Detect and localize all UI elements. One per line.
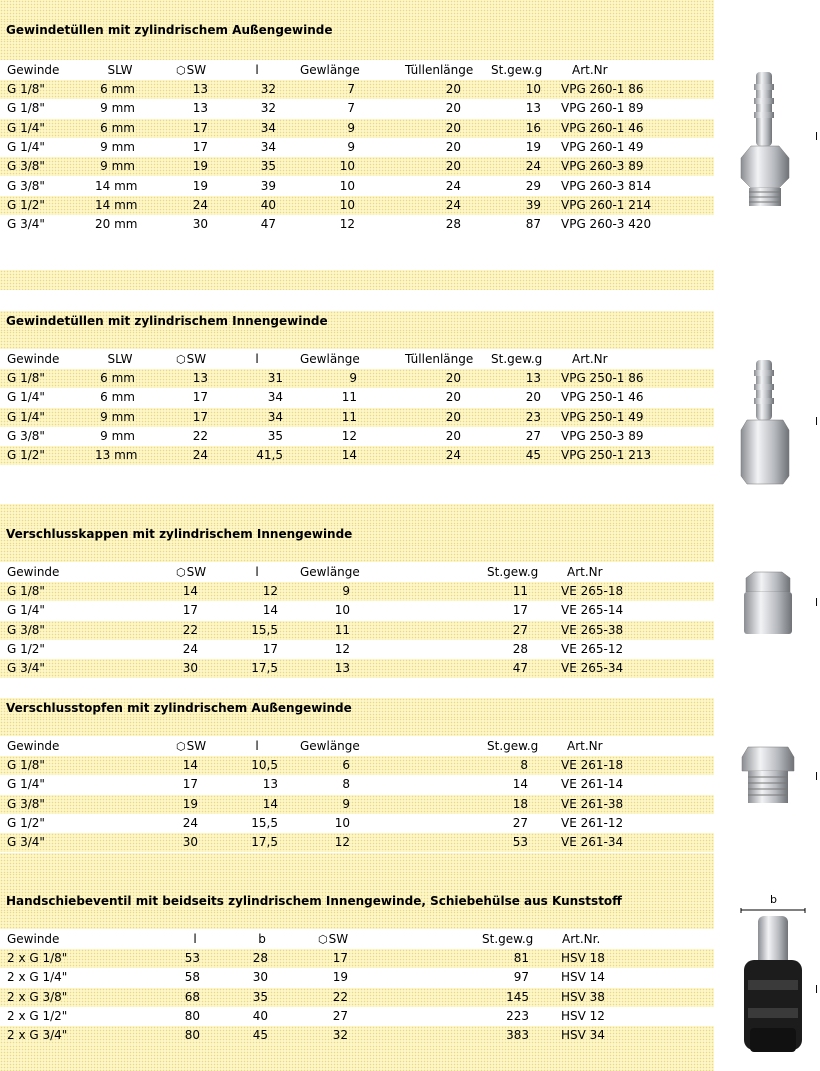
cell-slw: 14 mm — [95, 178, 138, 193]
col-gewicht: St.gew.g — [487, 739, 539, 753]
cell-artnr: HSV 14 — [561, 970, 605, 985]
cell-artnr: VE 265-34 — [561, 661, 624, 676]
table-header — [0, 929, 714, 949]
cell-tuellenlaenge: 24 — [445, 178, 461, 193]
cell-gewlaenge: 11 — [341, 409, 357, 424]
col-gewinde: Gewinde — [7, 63, 60, 77]
cell-gewicht: 39 — [525, 197, 541, 212]
table-row — [0, 1007, 714, 1026]
table-row — [0, 833, 714, 852]
cell-gewlaenge: 12 — [339, 217, 355, 232]
cell-gewlaenge: 10 — [339, 197, 355, 212]
cell-slw: 6 mm — [100, 120, 135, 135]
col-artnr: Art.Nr — [567, 565, 603, 579]
cell-l: 34 — [260, 120, 276, 135]
col-slw: SLW — [107, 352, 133, 366]
cell-l: 39 — [260, 178, 276, 193]
cell-l: 58 — [184, 970, 200, 985]
cell-l: 34 — [267, 390, 283, 405]
table-header — [0, 60, 714, 80]
cell-gewinde: G 3/8" — [7, 796, 45, 811]
cell-gewinde: G 1/2" — [7, 448, 45, 463]
col-gewinde: Gewinde — [7, 739, 60, 753]
cell-gewlaenge: 11 — [334, 622, 350, 637]
cell-artnr: VPG 250-1 213 — [561, 448, 652, 463]
cell-slw: 6 mm — [100, 390, 135, 405]
cell-l: 17,5 — [251, 661, 278, 676]
section-title: Gewindetüllen mit zylindrischem Innengewinde — [0, 311, 714, 331]
cell-gewinde: G 1/4" — [7, 777, 45, 792]
cell-gewlaenge: 6 — [342, 758, 350, 772]
col-tuellenlaenge: Tüllenlänge — [405, 63, 474, 77]
table-row — [0, 795, 714, 814]
cell-sw: 14 — [182, 584, 198, 598]
table-row — [0, 968, 714, 987]
cell-sw: 17 — [192, 409, 208, 424]
col-l: l — [255, 352, 259, 366]
cell-gewinde: G 3/8" — [7, 622, 45, 637]
col-sw-label: SW — [328, 932, 349, 946]
cell-gewinde: G 1/8" — [7, 82, 45, 96]
cell-gewlaenge: 7 — [347, 82, 355, 96]
cell-gewlaenge: 10 — [339, 178, 355, 193]
col-l: l — [255, 63, 259, 77]
cell-sw: 30 — [182, 835, 198, 850]
dimension-label-l: l — [815, 983, 819, 996]
cell-sw: 17 — [182, 777, 198, 792]
cell-tuellenlaenge: 24 — [445, 448, 461, 463]
cell-gewicht: 18 — [512, 796, 528, 811]
cell-b: 28 — [252, 951, 268, 965]
cell-gewicht: 8 — [520, 758, 528, 772]
cell-gewlaenge: 10 — [334, 815, 350, 830]
cell-artnr: VE 261-18 — [561, 758, 624, 772]
cell-gewinde: G 1/8" — [7, 371, 45, 385]
table-row — [0, 621, 714, 640]
cell-artnr: VE 261-34 — [561, 835, 624, 850]
cell-sw: 17 — [182, 603, 198, 618]
cell-gewinde: G 1/2" — [7, 641, 45, 656]
table-row — [0, 582, 714, 601]
cell-gewicht: 17 — [512, 603, 528, 618]
cell-gewinde: 2 x G 3/4" — [7, 1028, 68, 1043]
cell-artnr: HSV 34 — [561, 1028, 605, 1043]
cell-l: 53 — [184, 951, 200, 965]
cell-tuellenlaenge: 20 — [445, 120, 461, 135]
product-image-slide-valve — [738, 908, 808, 1058]
cell-sw: 24 — [192, 448, 208, 463]
cell-gewinde: G 1/4" — [7, 603, 45, 618]
cell-gewicht: 16 — [525, 120, 541, 135]
cell-tuellenlaenge: 28 — [445, 217, 461, 232]
cell-sw: 17 — [192, 139, 208, 154]
cell-slw: 9 mm — [100, 139, 135, 154]
cell-gewicht: 223 — [506, 1008, 529, 1023]
cell-artnr: VPG 260-3 89 — [561, 159, 644, 174]
table-row — [0, 814, 714, 833]
col-gewlaenge: Gewlänge — [300, 63, 360, 77]
col-b: b — [258, 932, 266, 946]
cell-sw: 30 — [192, 217, 208, 232]
cell-artnr: VE 265-18 — [561, 584, 624, 598]
cell-sw: 24 — [182, 815, 198, 830]
col-gewicht: St.gew.g — [491, 352, 543, 366]
cell-gewinde: G 1/8" — [7, 758, 45, 772]
cell-gewicht: 28 — [512, 641, 528, 656]
cell-artnr: VPG 260-1 214 — [561, 197, 652, 212]
dimension-label-l: l — [815, 770, 819, 783]
table-row — [0, 949, 714, 968]
cell-gewicht: 24 — [525, 159, 541, 174]
cell-l: 80 — [184, 1008, 200, 1023]
cell-tuellenlaenge: 20 — [445, 390, 461, 405]
table-row — [0, 640, 714, 659]
table-row — [0, 138, 714, 157]
dimension-label-l: l — [815, 130, 819, 143]
col-tuellenlaenge: Tüllenlänge — [405, 352, 474, 366]
cell-slw: 20 mm — [95, 217, 138, 232]
cell-gewlaenge: 12 — [334, 835, 350, 850]
table-row — [0, 119, 714, 138]
cell-artnr: VPG 260-3 814 — [561, 178, 652, 193]
cell-gewicht: 27 — [512, 815, 528, 830]
cell-l: 13 — [262, 777, 278, 792]
cell-sw: 24 — [182, 641, 198, 656]
section-title: Handschiebeventil mit beidseits zylindrischem Innengewinde, Schiebehülse aus Kunststoff — [0, 891, 714, 911]
col-sw — [176, 562, 206, 583]
cell-tuellenlaenge: 20 — [445, 139, 461, 154]
cell-l: 31 — [267, 371, 283, 385]
table-row — [0, 775, 714, 794]
cell-l: 15,5 — [251, 622, 278, 637]
cell-gewinde: G 1/2" — [7, 815, 45, 830]
product-image-hose-tail-internal — [735, 358, 795, 488]
cell-gewicht: 383 — [506, 1028, 529, 1043]
cell-gewlaenge: 13 — [334, 661, 350, 676]
cell-l: 47 — [260, 217, 276, 232]
cell-sw: 22 — [182, 622, 198, 637]
cell-sw: 19 — [182, 796, 198, 811]
cell-l: 32 — [260, 82, 276, 96]
cell-gewinde: G 1/4" — [7, 139, 45, 154]
table-row — [0, 408, 714, 427]
cell-sw: 22 — [192, 428, 208, 443]
cell-tuellenlaenge: 20 — [445, 82, 461, 96]
table-row — [0, 388, 714, 407]
cell-sw: 19 — [192, 159, 208, 174]
cell-gewicht: 47 — [512, 661, 528, 676]
cell-l: 68 — [184, 989, 200, 1004]
dimension-label-b: b — [770, 893, 777, 906]
cell-tuellenlaenge: 20 — [445, 428, 461, 443]
col-gewinde: Gewinde — [7, 932, 60, 946]
col-sw-label: SW — [186, 63, 207, 77]
cell-gewinde: 2 x G 1/2" — [7, 1008, 68, 1023]
table-row — [0, 177, 714, 196]
cell-sw: 24 — [192, 197, 208, 212]
table-header — [0, 736, 714, 756]
col-l: l — [255, 565, 259, 579]
cell-gewinde: G 3/8" — [7, 159, 45, 174]
cell-tuellenlaenge: 20 — [445, 409, 461, 424]
table-header — [0, 562, 714, 582]
table-row — [0, 215, 714, 234]
cell-slw: 13 mm — [95, 448, 138, 463]
product-image-cap — [738, 570, 798, 638]
cell-gewinde: G 3/4" — [7, 661, 45, 676]
col-sw-label: SW — [186, 352, 207, 366]
cell-tuellenlaenge: 20 — [445, 371, 461, 385]
table-row — [0, 99, 714, 118]
cell-artnr: VPG 260-1 89 — [561, 101, 644, 116]
cell-l: 41,5 — [256, 448, 283, 463]
cell-slw: 6 mm — [100, 82, 135, 96]
col-sw — [176, 60, 206, 81]
cell-b: 40 — [252, 1008, 268, 1023]
cell-gewicht: 23 — [525, 409, 541, 424]
section-title: Gewindetüllen mit zylindrischem Außengewinde — [0, 20, 714, 40]
cell-artnr: VE 261-14 — [561, 777, 624, 792]
cell-gewinde: G 3/8" — [7, 428, 45, 443]
cell-artnr: HSV 18 — [561, 951, 605, 965]
cell-artnr: VE 265-14 — [561, 603, 624, 618]
cell-l: 15,5 — [251, 815, 278, 830]
dimension-label-l: l — [815, 596, 819, 609]
cell-l: 14 — [262, 796, 278, 811]
col-artnr: Art.Nr — [572, 352, 608, 366]
cell-artnr: VPG 260-1 46 — [561, 120, 644, 135]
cell-artnr: VE 265-12 — [561, 641, 624, 656]
cell-gewicht: 27 — [525, 428, 541, 443]
cell-l: 34 — [260, 139, 276, 154]
cell-sw: 13 — [192, 82, 208, 96]
cell-b: 30 — [252, 970, 268, 985]
cell-tuellenlaenge: 24 — [445, 197, 461, 212]
col-slw: SLW — [107, 63, 133, 77]
cell-gewicht: 27 — [512, 622, 528, 637]
cell-sw: 14 — [182, 758, 198, 772]
cell-l: 40 — [260, 197, 276, 212]
table-row — [0, 446, 714, 465]
cell-gewicht: 19 — [525, 139, 541, 154]
cell-gewicht: 53 — [512, 835, 528, 850]
cell-gewlaenge: 11 — [341, 390, 357, 405]
cell-gewlaenge: 7 — [347, 101, 355, 116]
table-row — [0, 369, 714, 388]
cell-gewlaenge: 9 — [342, 584, 350, 598]
cell-gewicht: 14 — [512, 777, 528, 792]
section-title: Verschlusstopfen mit zylindrischem Außengewinde — [0, 698, 714, 718]
cell-gewinde: G 3/4" — [7, 835, 45, 850]
col-l: l — [193, 932, 197, 946]
col-artnr: Art.Nr — [572, 63, 608, 77]
cell-gewicht: 81 — [513, 951, 529, 965]
cell-gewlaenge: 10 — [339, 159, 355, 174]
col-artnr: Art.Nr. — [562, 932, 601, 946]
col-sw-label: SW — [186, 565, 207, 579]
table-row — [0, 196, 714, 215]
col-gewicht: St.gew.g — [491, 63, 543, 77]
table-row — [0, 601, 714, 620]
cell-b: 45 — [252, 1028, 268, 1043]
cell-gewinde: G 3/4" — [7, 217, 45, 232]
cell-artnr: VPG 250-1 86 — [561, 371, 644, 385]
cell-l: 32 — [260, 101, 276, 116]
cell-gewicht: 145 — [506, 989, 529, 1004]
cell-gewlaenge: 12 — [341, 428, 357, 443]
cell-gewlaenge: 14 — [341, 448, 357, 463]
cell-slw: 9 mm — [100, 428, 135, 443]
cell-artnr: VPG 260-3 420 — [561, 217, 652, 232]
cell-gewinde: G 1/2" — [7, 197, 45, 212]
col-gewicht: St.gew.g — [487, 565, 539, 579]
cell-slw: 14 mm — [95, 197, 138, 212]
cell-artnr: VE 261-12 — [561, 815, 624, 830]
cell-slw: 9 mm — [100, 159, 135, 174]
cell-gewinde: 2 x G 3/8" — [7, 989, 68, 1004]
col-gewinde: Gewinde — [7, 565, 60, 579]
cell-slw: 9 mm — [100, 409, 135, 424]
table-row — [0, 427, 714, 446]
cell-gewicht: 87 — [525, 217, 541, 232]
cell-gewlaenge: 9 — [347, 139, 355, 154]
cell-l: 17 — [262, 641, 278, 656]
cell-sw: 13 — [192, 371, 208, 385]
cell-gewinde: G 1/8" — [7, 584, 45, 598]
cell-gewicht: 11 — [512, 584, 528, 598]
cell-gewlaenge: 9 — [347, 120, 355, 135]
cell-gewinde: 2 x G 1/4" — [7, 970, 68, 985]
cell-sw: 17 — [192, 390, 208, 405]
cell-artnr: VPG 250-1 46 — [561, 390, 644, 405]
cell-sw: 17 — [332, 951, 348, 965]
cell-l: 14 — [262, 603, 278, 618]
cell-artnr: HSV 38 — [561, 989, 605, 1004]
col-gewlaenge: Gewlänge — [300, 739, 360, 753]
cell-gewlaenge: 12 — [334, 641, 350, 656]
cell-tuellenlaenge: 20 — [445, 101, 461, 116]
col-sw — [176, 736, 206, 757]
cell-gewlaenge: 10 — [334, 603, 350, 618]
cell-gewicht: 45 — [525, 448, 541, 463]
cell-gewlaenge: 8 — [342, 777, 350, 792]
cell-tuellenlaenge: 20 — [445, 159, 461, 174]
cell-gewicht: 20 — [525, 390, 541, 405]
cell-sw: 19 — [192, 178, 208, 193]
table-row — [0, 157, 714, 176]
cell-gewinde: G 3/8" — [7, 178, 45, 193]
table-row — [0, 1026, 714, 1045]
col-l: l — [255, 739, 259, 753]
col-gewlaenge: Gewlänge — [300, 565, 360, 579]
cell-gewinde: G 1/8" — [7, 101, 45, 116]
table-row — [0, 756, 714, 775]
cell-gewicht: 13 — [525, 101, 541, 116]
table-row — [0, 988, 714, 1007]
table-header — [0, 349, 714, 369]
product-image-plug — [738, 745, 798, 807]
cell-l: 17,5 — [251, 835, 278, 850]
cell-gewinde: G 1/4" — [7, 390, 45, 405]
cell-sw: 27 — [332, 1008, 348, 1023]
col-sw — [318, 929, 348, 950]
cell-gewlaenge: 9 — [349, 371, 357, 385]
cell-gewicht: 29 — [525, 178, 541, 193]
cell-gewicht: 10 — [525, 82, 541, 96]
cell-artnr: VPG 250-3 89 — [561, 428, 644, 443]
product-image-hose-tail-external — [735, 70, 795, 210]
cell-l: 35 — [260, 159, 276, 174]
cell-artnr: VPG 250-1 49 — [561, 409, 644, 424]
cell-gewlaenge: 9 — [342, 796, 350, 811]
section-title: Verschlusskappen mit zylindrischem Innengewinde — [0, 524, 714, 544]
cell-sw: 17 — [192, 120, 208, 135]
col-sw — [176, 349, 206, 370]
col-artnr: Art.Nr — [567, 739, 603, 753]
cell-b: 35 — [252, 989, 268, 1004]
cell-slw: 6 mm — [100, 371, 135, 385]
cell-gewinde: G 1/4" — [7, 120, 45, 135]
cell-slw: 9 mm — [100, 101, 135, 116]
col-gewinde: Gewinde — [7, 352, 60, 366]
cell-artnr: VPG 260-1 49 — [561, 139, 644, 154]
cell-sw: 19 — [332, 970, 348, 985]
table-row — [0, 80, 714, 99]
col-sw-label: SW — [186, 739, 207, 753]
cell-sw: 13 — [192, 101, 208, 116]
cell-sw: 30 — [182, 661, 198, 676]
cell-sw: 32 — [332, 1028, 348, 1043]
cell-artnr: HSV 12 — [561, 1008, 605, 1023]
dimension-label-l: l — [815, 415, 819, 428]
cell-gewinde: 2 x G 1/8" — [7, 951, 68, 965]
cell-l: 34 — [267, 409, 283, 424]
table-row — [0, 659, 714, 678]
cell-gewinde: G 1/4" — [7, 409, 45, 424]
cell-l: 12 — [262, 584, 278, 598]
cell-artnr: VPG 260-1 86 — [561, 82, 644, 96]
cell-l: 80 — [184, 1028, 200, 1043]
col-gewicht: St.gew.g — [482, 932, 534, 946]
cell-sw: 22 — [332, 989, 348, 1004]
cell-l: 10,5 — [251, 758, 278, 772]
col-gewlaenge: Gewlänge — [300, 352, 360, 366]
cell-artnr: VE 261-38 — [561, 796, 624, 811]
cell-artnr: VE 265-38 — [561, 622, 624, 637]
cell-gewicht: 97 — [513, 970, 529, 985]
cell-l: 35 — [267, 428, 283, 443]
cell-gewicht: 13 — [525, 371, 541, 385]
